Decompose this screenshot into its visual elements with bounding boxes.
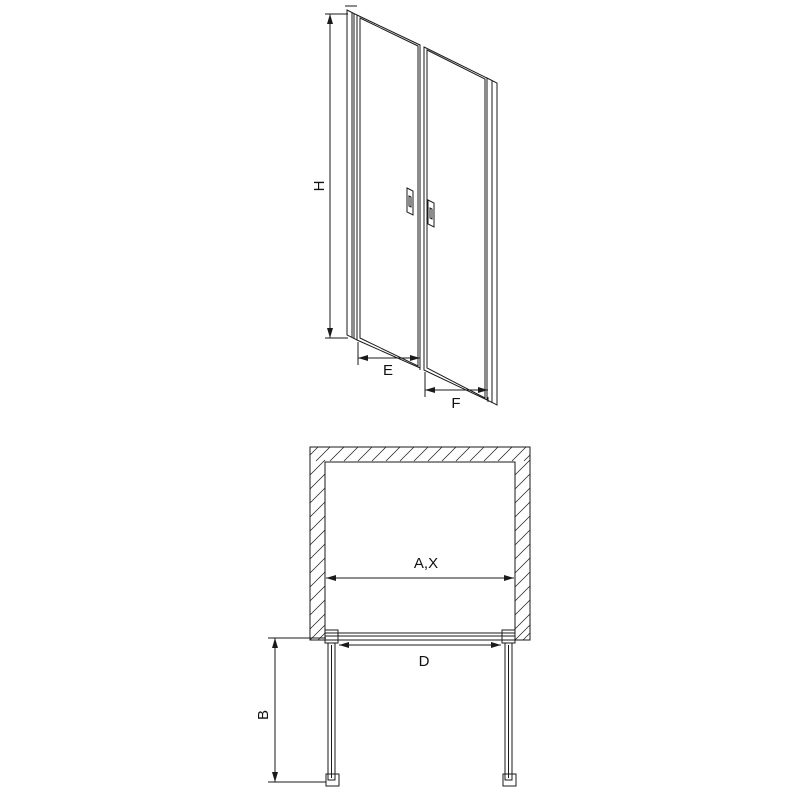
top-plan-view — [268, 447, 530, 786]
label-B: B — [255, 709, 272, 721]
right-glass-panel — [424, 47, 487, 400]
ax-arrow-right — [504, 575, 514, 581]
e-arrow-left — [358, 355, 368, 361]
f-arrow-left — [425, 387, 435, 393]
label-E: E — [382, 362, 394, 379]
label-F: F — [451, 395, 461, 412]
ax-arrow-left — [326, 575, 336, 581]
wall-hatch-left — [310, 460, 325, 640]
wall-outline — [310, 447, 530, 640]
b-arrow-bottom — [272, 772, 278, 782]
wall-hatch-right — [515, 460, 530, 640]
wall-hatch-top — [310, 447, 530, 461]
left-glass-panel — [357, 15, 420, 368]
h-arrow-bottom — [327, 328, 333, 338]
left-glass-inner — [360, 18, 418, 366]
label-AX: A,X — [413, 555, 439, 572]
front-elevation-view — [325, 6, 497, 405]
d-arrow-left — [339, 642, 349, 648]
label-H: H — [311, 180, 328, 192]
right-handle-grip — [430, 208, 432, 219]
label-D: D — [418, 653, 430, 670]
h-arrow-top — [327, 14, 333, 24]
right-door-handle — [428, 200, 434, 227]
b-arrow-top — [272, 638, 278, 648]
right-glass-inner — [427, 50, 485, 398]
left-door-handle — [407, 188, 413, 215]
left-handle-grip — [409, 196, 411, 207]
d-arrow-right — [491, 642, 501, 648]
